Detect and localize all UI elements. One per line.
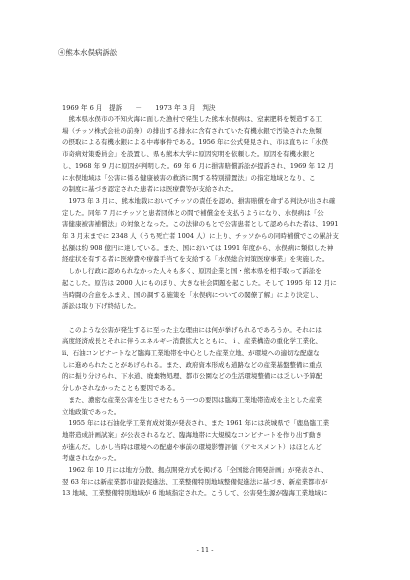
text-line: このような公害が発生するに至った主な理由には何が挙げられるであろうか。それには	[62, 325, 322, 334]
text-line: ⅱ、石油コンビナートなど臨海工業地帯を中心とした産業立地、が環境への適切な配慮な	[62, 349, 320, 358]
text-line: 1962 年 10 月には地方分散、拠点開発方式を掲げる「全国総合開発計画」が発表され、	[62, 466, 328, 475]
text-line: 的に振り分けられ、下水道、廃棄物処理、都市公園などの生活環境整備には乏しい予算配	[62, 372, 323, 381]
body-text	[62, 114, 354, 500]
text-line: また、濃密な産業公害を生じさせたもう一つの要因は臨海工業地帯造成を主とした産業	[62, 395, 322, 404]
text-line: 経症状を有する者に医療費や療養手当てを支給する「水俣総合対策医療事業」を実施した。	[62, 255, 329, 264]
text-line: 定した。同年 7 月にチッソと患者団体との間で補償金を支払うようになり、水俣病は「公	[62, 208, 324, 217]
section-heading: ④熊本水俣病訴訟	[58, 48, 118, 57]
paragraph-gap	[62, 313, 354, 325]
text-line: に水俣地域は「公害に係る健康被害の救済に関する特別措置法」の指定地域となり、こ	[62, 173, 316, 182]
text-line: 起こした。原告は 2000 人にものぼり、大きな社会問題を起こした。そして 1995 年 12 月に	[62, 278, 337, 287]
text-line: 分しかされなかったことも要因である。	[62, 384, 179, 393]
text-line: 年 3 月末までに 2348 人（うち死亡者 1004 人）に上り、チッソからの同時補償でこの累計支	[62, 232, 339, 241]
text-line: 考慮されなかった。	[62, 454, 121, 463]
text-line: の摂取による有機水銀による中毒事件である。1956 年に公式発見され、市は直ちに「水俣	[62, 138, 328, 147]
text-line: 1973 年 3 月に、熊本地裁においてチッソの責任を認め、損害賠償を命ずる判決が出され確	[62, 196, 336, 205]
text-line: 翌 63 年には新産業都市建設促進法、工業整備特別地域整備促進法に基づき、新産業都市が	[62, 477, 328, 486]
text-line: 熊本県水俣市の不知火海に面した漁村で発生した熊本水俣病は、窒素肥料を製造する工	[62, 115, 322, 123]
text-line: 害健康被害補償法」の対象となった。この法律のもとで公害患者として認められた者は、1991	[62, 220, 339, 229]
text-line: 場（チッソ株式会社の前身）の排出する排水に含有されていた有機水銀で汚染された魚類	[62, 126, 322, 135]
text-line: し、1968 年 9 月に原因が判明した。69 年 6 月に損害賠償訴訟が提訴され、1969 年 12 月	[62, 161, 334, 170]
text-line: しに進められたことがあげられる。また、政府資本形成も道路などの産業基盤整備に重点	[62, 360, 322, 369]
text-line: 13 地域、工業整備特別地域が 6 地域指定された。こうして、公害発生源が臨海工業地域に	[62, 489, 328, 498]
page-number: - 11 -	[196, 546, 214, 554]
text-line: 訴訟は取り下げ終結した。	[62, 302, 140, 311]
text-line: の制度に基づき認定された患者には医療費等が支給された。	[62, 185, 238, 194]
text-line: 立地政策であった。	[62, 407, 121, 416]
case-dateline: 1969 年 6 月 提訴 － 1973 年 3 月 判決	[62, 104, 216, 112]
text-line: しかし行政に認められなかった人々も多く、原因企業と国・熊本県を相手取って訴訟を	[62, 267, 322, 276]
text-line: 市奇病対策委員会」を設置し、県も熊本大学に原因究明を依頼した。原因を有機水銀と	[62, 150, 316, 159]
text-line: 払額は約 908 億円に達している。また、国においては 1991 年度から、水俣病に類似した神	[62, 243, 334, 252]
text-line: 地帯造成計画試案」が公表されるなど、臨海地帯に大規模なコンビナートを作り出す動き	[62, 430, 322, 439]
text-line: 高度経済成長とそれに伴うエネルギー消費拡大とともに、ｉ、産業構造の重化学工業化、	[62, 337, 322, 346]
text-line: が進んだ。しかし当時は環境への配慮や事前の環境影響評価（アセスメント）はほとんど	[62, 442, 322, 451]
text-line: 1955 年には石油化学工業育成対策が発表され、また 1961 年には茨城県で「鹿島臨工業	[62, 419, 330, 428]
text-line: 当時闘の合意をふまえ、国の調する施策を「水俣病についての閣僚了解」により決定し、	[62, 290, 323, 299]
